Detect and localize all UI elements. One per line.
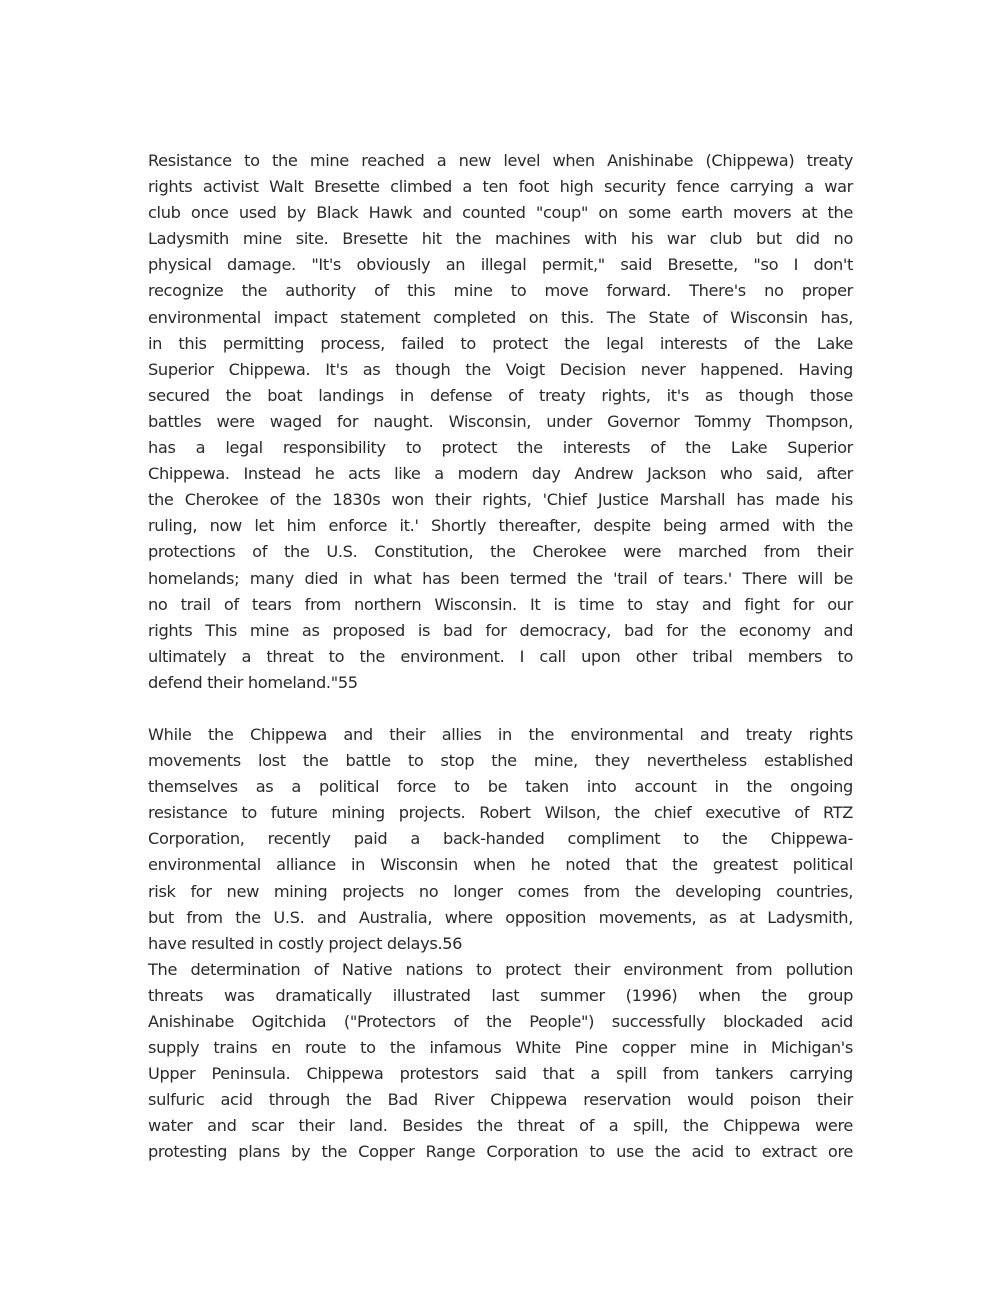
text-line: environmental impact statement completed on this. The State of Wisconsin has, <box>148 307 853 327</box>
text-line: Superior Chippewa. It's as though the Voigt Decision never happened. Having <box>148 359 853 379</box>
text-line: rights This mine as proposed is bad for democracy, bad for the economy and <box>148 620 853 640</box>
text-line: Resistance to the mine reached a new level when Anishinabe (Chippewa) treaty <box>148 151 853 170</box>
text-line: but from the U.S. and Australia, where opposition movements, as at Ladysmith, <box>148 907 853 927</box>
text-line: movements lost the battle to stop the mine, they nevertheless established <box>148 751 853 771</box>
paragraph-chippewa-alliance <box>148 722 853 957</box>
text-line: Chippewa. Instead he acts like a modern day Andrew Jackson who said, after <box>148 464 853 484</box>
text-line: no trail of tears from northern Wisconsin. It is time to stay and fight for our <box>148 594 853 614</box>
text-line: supply trains en route to the infamous White Pine copper mine in Michigan's <box>148 1038 853 1058</box>
paragraph-spacer <box>148 696 853 722</box>
text-line: battles were waged for naught. Wisconsin, under Governor Tommy Thompson, <box>148 411 853 431</box>
paragraph-bresette-protest <box>148 148 853 696</box>
document-page <box>148 148 853 1166</box>
text-line: While the Chippewa and their allies in the environmental and treaty rights <box>148 724 853 744</box>
text-line: secured the boat landings in defense of treaty rights, it's as though those <box>148 385 853 405</box>
text-line: protesting plans by the Copper Range Corporation to use the acid to extract ore <box>148 1142 853 1162</box>
text-line: homelands; many died in what has been termed the 'trail of tears.' There will be <box>148 568 853 588</box>
text-line: themselves as a political force to be taken into account in the ongoing <box>148 777 853 797</box>
text-line: the Cherokee of the 1830s won their rights, 'Chief Justice Marshall has made his <box>148 490 853 510</box>
text-line: environmental alliance in Wisconsin when he noted that the greatest political <box>148 855 853 875</box>
text-line: have resulted in costly project delays.56 <box>148 933 463 953</box>
paragraph-white-pine-blockade <box>148 957 853 1166</box>
text-line: has a legal responsibility to protect the interests of the Lake Superior <box>148 438 853 458</box>
text-line: recognize the authority of this mine to move forward. There's no proper <box>148 281 853 301</box>
text-line: sulfuric acid through the Bad River Chippewa reservation would poison their <box>148 1090 853 1110</box>
text-line: Corporation, recently paid a back-handed compliment to the Chippewa- <box>148 829 853 849</box>
text-line: Upper Peninsula. Chippewa protestors said that a spill from tankers carrying <box>148 1064 853 1084</box>
text-line: ruling, now let him enforce it.' Shortly thereafter, despite being armed with the <box>148 516 853 536</box>
text-line: physical damage. "It's obviously an illegal permit," said Bresette, "so I don't <box>148 255 853 275</box>
text-line: defend their homeland."55 <box>148 672 358 692</box>
text-line: Anishinabe Ogitchida ("Protectors of the People") successfully blockaded acid <box>148 1012 853 1031</box>
text-line: resistance to future mining projects. Robert Wilson, the chief executive of RTZ <box>148 803 853 823</box>
text-line: ultimately a threat to the environment. I call upon other tribal members to <box>148 646 853 666</box>
text-line: threats was dramatically illustrated last summer (1996) when the group <box>148 985 853 1005</box>
text-line: club once used by Black Hawk and counted "coup" on some earth movers at the <box>148 203 853 223</box>
text-line: water and scar their land. Besides the threat of a spill, the Chippewa were <box>148 1116 853 1136</box>
text-line: in this permitting process, failed to protect the legal interests of the Lake <box>148 333 853 353</box>
text-line: risk for new mining projects no longer comes from the developing countries, <box>148 881 853 901</box>
text-line: Ladysmith mine site. Bresette hit the machines with his war club but did no <box>148 229 853 249</box>
text-line: The determination of Native nations to protect their environment from pollution <box>148 959 853 979</box>
text-line: protections of the U.S. Constitution, the Cherokee were marched from their <box>148 542 853 562</box>
text-line: rights activist Walt Bresette climbed a ten foot high security fence carrying a war <box>148 177 853 197</box>
